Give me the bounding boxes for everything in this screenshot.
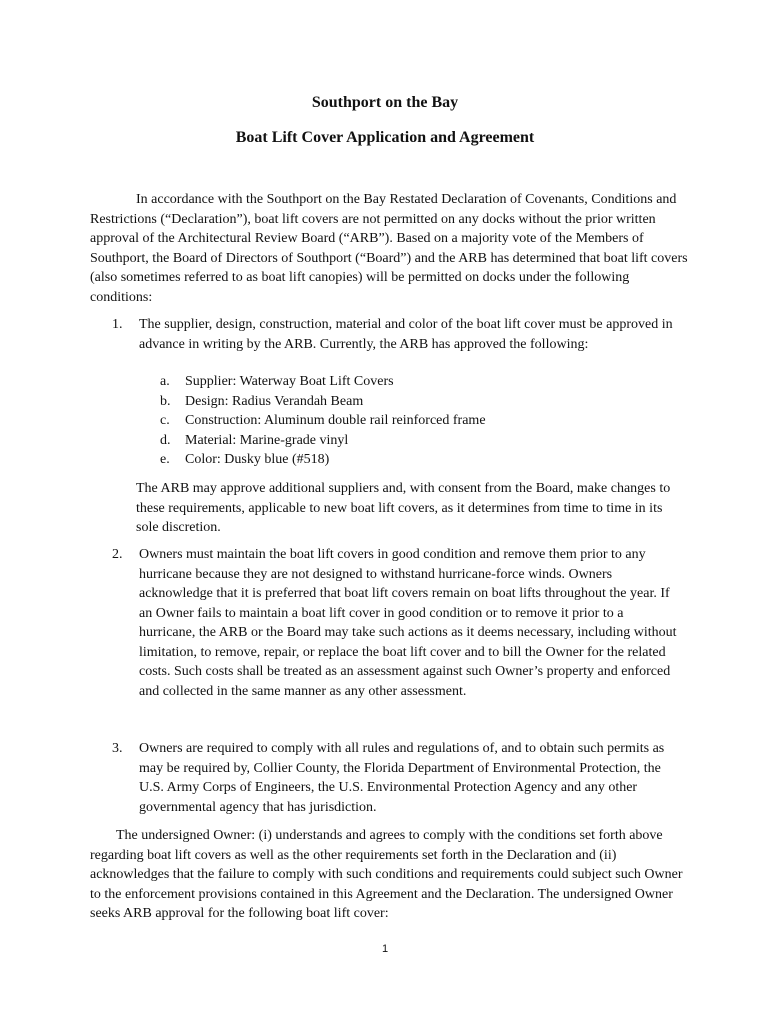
document-subtitle: Boat Lift Cover Application and Agreement <box>235 129 535 146</box>
closing-paragraph <box>90 826 690 924</box>
closing-text: The undersigned Owner: (i) understands and agrees to comply with the conditions set forth above regarding boat lift covers as well as the other requirements set forth in the Declaration and (ii) acknowledges that the failure to comply with such conditions and requirements could subject such Owner to the enforcement provisions contained in this Agreement and the Declaration. The undersigned Owner seeks ARB approval for the following boat lift cover: <box>90 828 683 921</box>
item1-note: The ARB may approve additional suppliers and, with consent from the Board, make changes to these requirements, applicable to new boat lift covers, as it determines from time to time in its sole discretion. <box>136 481 671 535</box>
list-item-text: The supplier, design, construction, material and color of the boat lift cover must be approved in advance in writing by the ARB. Currently, the ARB has approved the following: <box>139 317 673 352</box>
sub-item-text: Construction: Aluminum double rail reinforced frame <box>185 413 486 428</box>
list-item-number: 3. <box>112 741 123 756</box>
sub-item-text: Color: Dusky blue (#518) <box>185 452 330 467</box>
list-item-text: Owners must maintain the boat lift covers in good condition and remove them prior to any hurricane because they are not designed to withstand hurricane-force winds. Owners acknowledge that it is preferred that boat lift covers remain on boat lifts throughout the year. If an Owner fails to maintain a boat lift cover in good condition or to remove it prior to a hurricane, the ARB or the Board may take such actions as it deems necessary, including without limitation, to remove, repair, or replace the boat lift cover and to bill the Owner for the related costs. Such costs shall be treated as an assessment against such Owner’s property and enforced and collected in the same manner as any other assessment. <box>139 547 677 699</box>
list-item-2 <box>112 545 682 701</box>
list-item-text: Owners are required to comply with all rules and regulations of, and to obtain such permits as may be required by, Collier County, the Florida Department of Environmental Protection, the U.S. Army Corps of Engineers, the U.S. Environmental Protection Agency and any other governmental agency that has jurisdiction. <box>139 741 665 815</box>
intro-paragraph <box>90 190 690 307</box>
sub-item-letter: a. <box>160 374 170 389</box>
intro-text: In accordance with the Southport on the Bay Restated Declaration of Covenants, Conditions and Restrictions (“Declaration”), boat lift covers are not permitted on any docks without the prior written approval of the Architectural Review Board (“ARB”). Based on a majority vote of the Members of Southport, the Board of Directors of Southport (“Board”) and the ARB has determined that boat lift covers (also sometimes referred to as boat lift canopies) will be permitted on docks under the following conditions: <box>90 192 688 305</box>
page-number: 1 <box>381 943 389 955</box>
list-item-1 <box>112 315 682 354</box>
sub-item-text: Supplier: Waterway Boat Lift Covers <box>185 374 394 389</box>
sub-item-text: Design: Radius Verandah Beam <box>185 393 364 409</box>
list-item-number: 1. <box>112 317 123 332</box>
list-item-3 <box>112 739 682 817</box>
sub-item-letter: d. <box>160 432 171 448</box>
sub-item-letter: e. <box>160 452 170 467</box>
sub-item-text: Material: Marine-grade vinyl <box>185 432 349 448</box>
sub-item-letter: c. <box>160 413 170 428</box>
document-title: Southport on the Bay <box>311 94 459 111</box>
sub-item-letter: b. <box>160 393 171 409</box>
list-item-number: 2. <box>112 547 123 562</box>
